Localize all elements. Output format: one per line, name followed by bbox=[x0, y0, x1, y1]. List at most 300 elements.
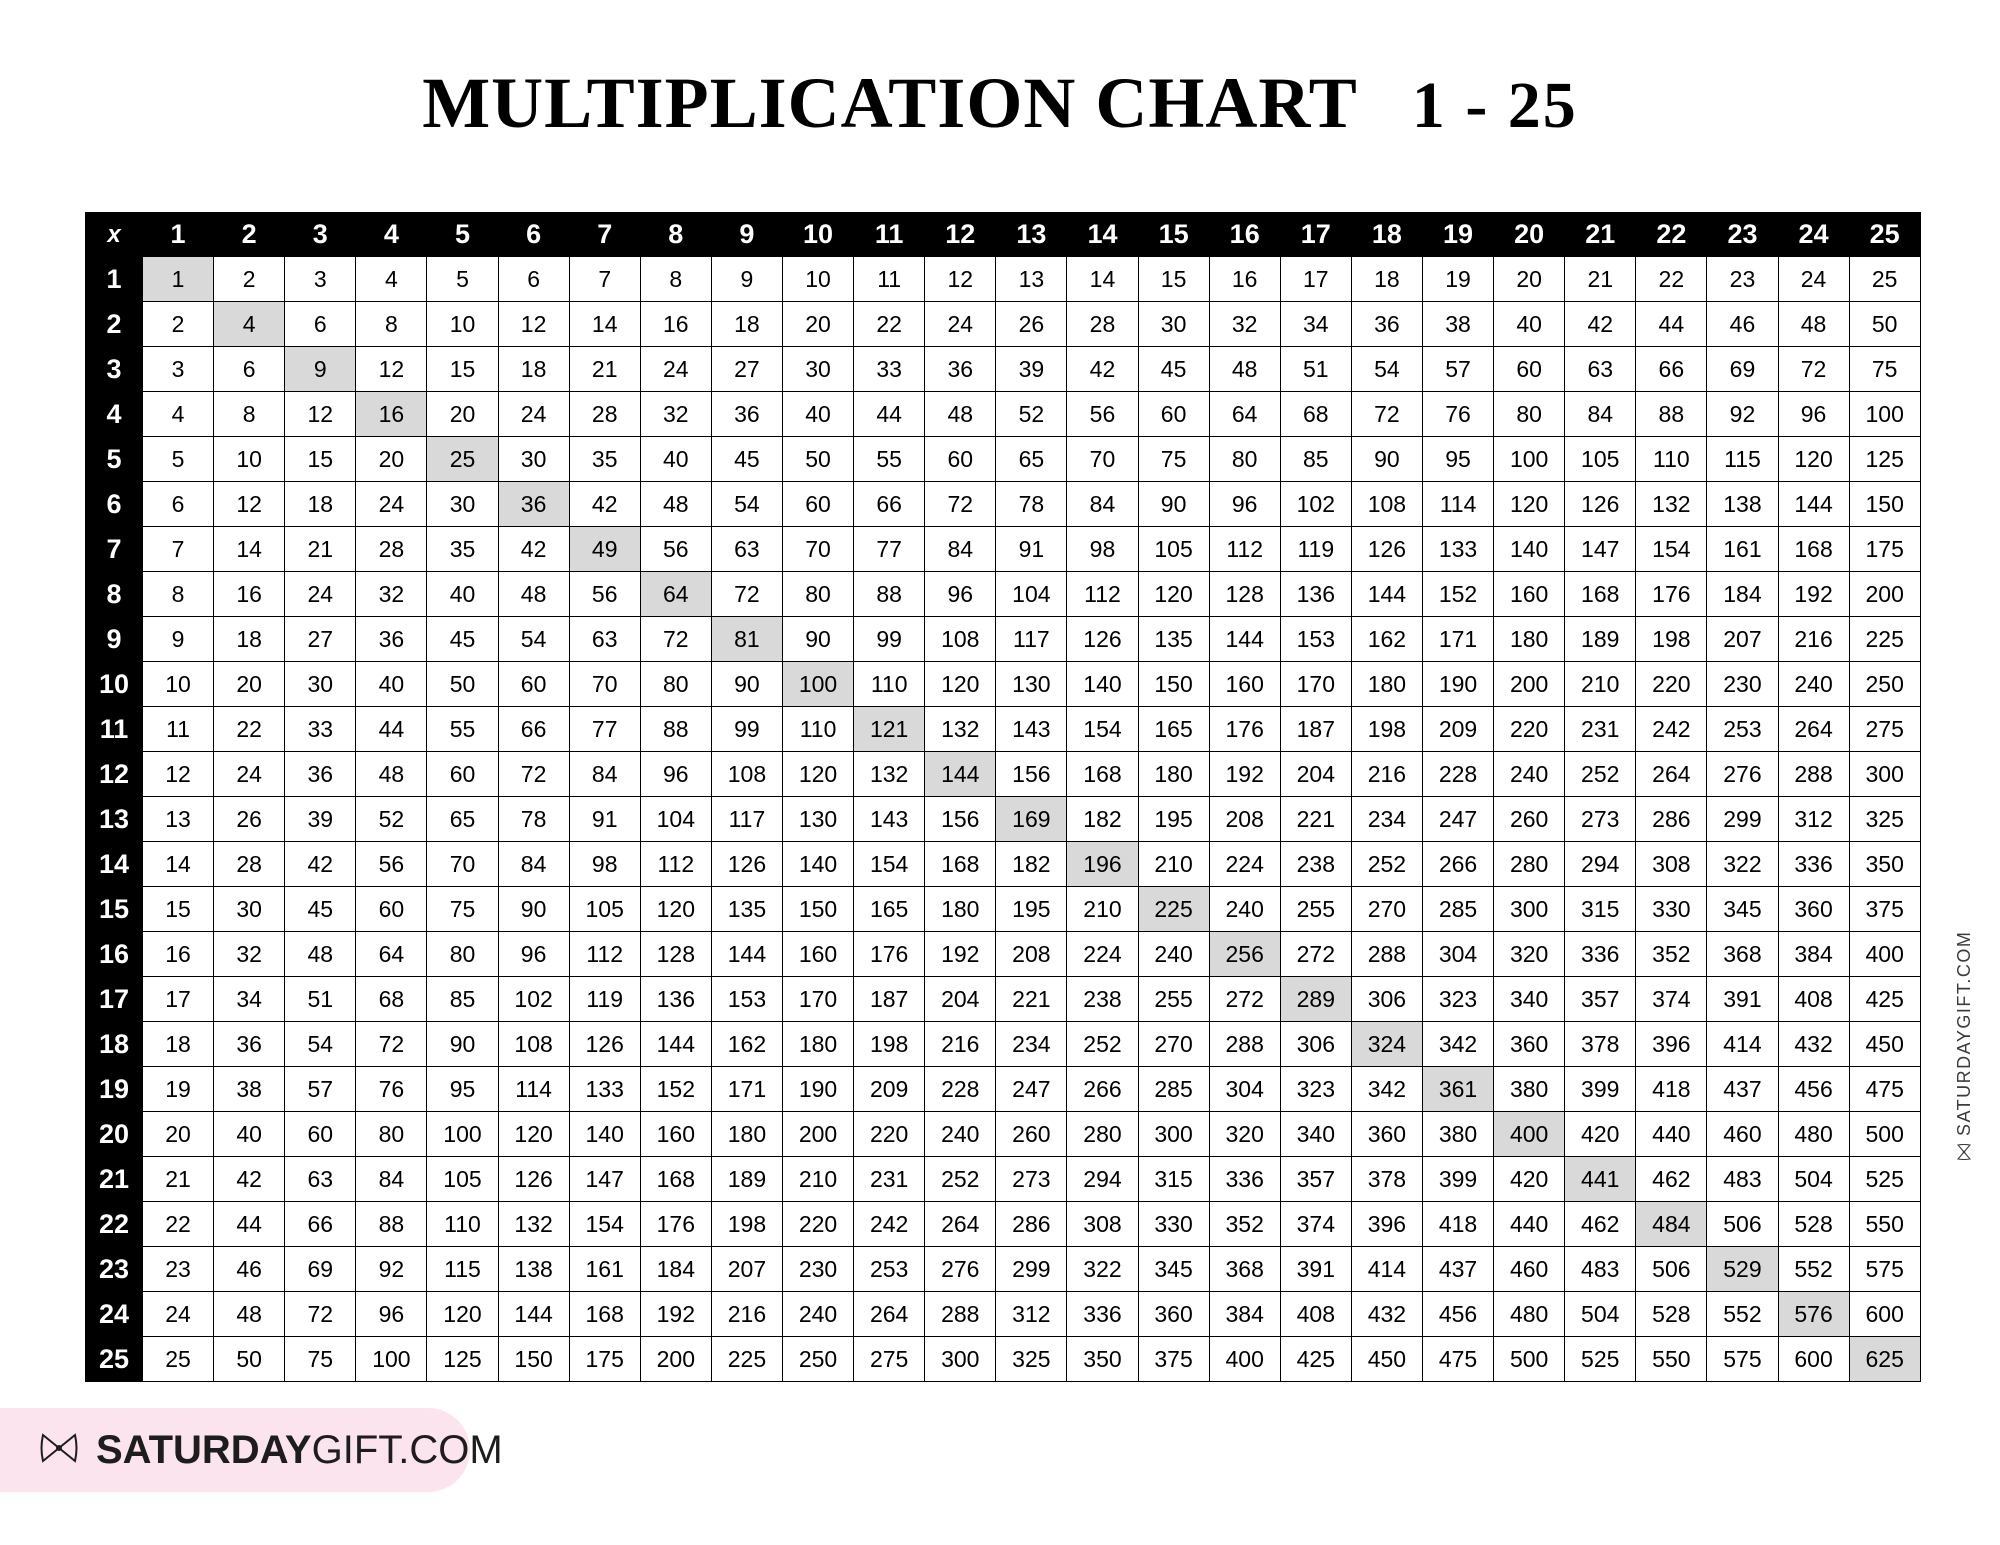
cell-17x14: 238 bbox=[1067, 977, 1138, 1022]
cell-25x18: 450 bbox=[1351, 1337, 1422, 1382]
cell-19x8: 152 bbox=[640, 1067, 711, 1112]
cell-9x22: 198 bbox=[1636, 617, 1707, 662]
cell-6x11: 66 bbox=[854, 482, 925, 527]
cell-14x14: 196 bbox=[1067, 842, 1138, 887]
cell-7x9: 63 bbox=[711, 527, 782, 572]
column-header-8: 8 bbox=[640, 213, 711, 257]
cell-7x14: 98 bbox=[1067, 527, 1138, 572]
cell-10x8: 80 bbox=[640, 662, 711, 707]
cell-15x8: 120 bbox=[640, 887, 711, 932]
cell-19x18: 342 bbox=[1351, 1067, 1422, 1112]
cell-6x25: 150 bbox=[1849, 482, 1920, 527]
cell-14x5: 70 bbox=[427, 842, 498, 887]
cell-6x7: 42 bbox=[569, 482, 640, 527]
cell-1x11: 11 bbox=[854, 257, 925, 302]
cell-13x20: 260 bbox=[1494, 797, 1565, 842]
cell-8x18: 144 bbox=[1351, 572, 1422, 617]
cell-9x5: 45 bbox=[427, 617, 498, 662]
cell-16x3: 48 bbox=[285, 932, 356, 977]
cell-14x17: 238 bbox=[1280, 842, 1351, 887]
cell-19x13: 247 bbox=[996, 1067, 1067, 1112]
cell-21x10: 210 bbox=[782, 1157, 853, 1202]
cell-17x13: 221 bbox=[996, 977, 1067, 1022]
cell-8x24: 192 bbox=[1778, 572, 1849, 617]
cell-5x23: 115 bbox=[1707, 437, 1778, 482]
cell-13x8: 104 bbox=[640, 797, 711, 842]
cell-16x25: 400 bbox=[1849, 932, 1920, 977]
cell-11x8: 88 bbox=[640, 707, 711, 752]
cell-24x22: 528 bbox=[1636, 1292, 1707, 1337]
cell-9x17: 153 bbox=[1280, 617, 1351, 662]
cell-16x5: 80 bbox=[427, 932, 498, 977]
cell-9x7: 63 bbox=[569, 617, 640, 662]
cell-10x1: 10 bbox=[143, 662, 214, 707]
cell-14x12: 168 bbox=[925, 842, 996, 887]
cell-15x7: 105 bbox=[569, 887, 640, 932]
cell-8x22: 176 bbox=[1636, 572, 1707, 617]
row-header-5: 5 bbox=[86, 437, 143, 482]
cell-5x19: 95 bbox=[1422, 437, 1493, 482]
cell-10x2: 20 bbox=[214, 662, 285, 707]
cell-1x10: 10 bbox=[782, 257, 853, 302]
table-row bbox=[86, 1202, 1921, 1247]
cell-7x15: 105 bbox=[1138, 527, 1209, 572]
cell-1x13: 13 bbox=[996, 257, 1067, 302]
cell-16x12: 192 bbox=[925, 932, 996, 977]
cell-25x3: 75 bbox=[285, 1337, 356, 1382]
cell-11x22: 242 bbox=[1636, 707, 1707, 752]
cell-14x3: 42 bbox=[285, 842, 356, 887]
cell-6x1: 6 bbox=[143, 482, 214, 527]
cell-23x13: 299 bbox=[996, 1247, 1067, 1292]
table-corner-label: x bbox=[86, 213, 143, 257]
cell-15x9: 135 bbox=[711, 887, 782, 932]
cell-4x12: 48 bbox=[925, 392, 996, 437]
cell-5x12: 60 bbox=[925, 437, 996, 482]
cell-7x17: 119 bbox=[1280, 527, 1351, 572]
column-header-9: 9 bbox=[711, 213, 782, 257]
row-header-15: 15 bbox=[86, 887, 143, 932]
cell-20x7: 140 bbox=[569, 1112, 640, 1157]
cell-18x10: 180 bbox=[782, 1022, 853, 1067]
cell-23x1: 23 bbox=[143, 1247, 214, 1292]
cell-21x22: 462 bbox=[1636, 1157, 1707, 1202]
cell-2x4: 8 bbox=[356, 302, 427, 347]
cell-6x22: 132 bbox=[1636, 482, 1707, 527]
cell-13x10: 130 bbox=[782, 797, 853, 842]
cell-10x6: 60 bbox=[498, 662, 569, 707]
cell-19x17: 323 bbox=[1280, 1067, 1351, 1112]
cell-7x19: 133 bbox=[1422, 527, 1493, 572]
cell-23x19: 437 bbox=[1422, 1247, 1493, 1292]
cell-20x20: 400 bbox=[1494, 1112, 1565, 1157]
cell-24x12: 288 bbox=[925, 1292, 996, 1337]
cell-19x21: 399 bbox=[1565, 1067, 1636, 1112]
cell-7x18: 126 bbox=[1351, 527, 1422, 572]
cell-22x7: 154 bbox=[569, 1202, 640, 1247]
cell-2x23: 46 bbox=[1707, 302, 1778, 347]
cell-2x5: 10 bbox=[427, 302, 498, 347]
cell-12x4: 48 bbox=[356, 752, 427, 797]
cell-18x14: 252 bbox=[1067, 1022, 1138, 1067]
cell-20x19: 380 bbox=[1422, 1112, 1493, 1157]
column-header-13: 13 bbox=[996, 213, 1067, 257]
cell-5x15: 75 bbox=[1138, 437, 1209, 482]
cell-24x15: 360 bbox=[1138, 1292, 1209, 1337]
cell-14x16: 224 bbox=[1209, 842, 1280, 887]
cell-3x12: 36 bbox=[925, 347, 996, 392]
cell-11x19: 209 bbox=[1422, 707, 1493, 752]
cell-4x8: 32 bbox=[640, 392, 711, 437]
cell-10x13: 130 bbox=[996, 662, 1067, 707]
cell-18x23: 414 bbox=[1707, 1022, 1778, 1067]
cell-19x22: 418 bbox=[1636, 1067, 1707, 1112]
cell-17x22: 374 bbox=[1636, 977, 1707, 1022]
cell-21x13: 273 bbox=[996, 1157, 1067, 1202]
cell-7x1: 7 bbox=[143, 527, 214, 572]
table-row bbox=[86, 752, 1921, 797]
cell-25x8: 200 bbox=[640, 1337, 711, 1382]
cell-10x10: 100 bbox=[782, 662, 853, 707]
cell-16x17: 272 bbox=[1280, 932, 1351, 977]
cell-9x6: 54 bbox=[498, 617, 569, 662]
cell-22x22: 484 bbox=[1636, 1202, 1707, 1247]
cell-3x5: 15 bbox=[427, 347, 498, 392]
cell-19x19: 361 bbox=[1422, 1067, 1493, 1112]
cell-1x25: 25 bbox=[1849, 257, 1920, 302]
cell-4x10: 40 bbox=[782, 392, 853, 437]
cell-20x24: 480 bbox=[1778, 1112, 1849, 1157]
cell-25x14: 350 bbox=[1067, 1337, 1138, 1382]
cell-7x7: 49 bbox=[569, 527, 640, 572]
cell-1x5: 5 bbox=[427, 257, 498, 302]
cell-5x8: 40 bbox=[640, 437, 711, 482]
cell-8x1: 8 bbox=[143, 572, 214, 617]
cell-6x24: 144 bbox=[1778, 482, 1849, 527]
cell-13x12: 156 bbox=[925, 797, 996, 842]
cell-19x11: 209 bbox=[854, 1067, 925, 1112]
cell-11x9: 99 bbox=[711, 707, 782, 752]
cell-17x10: 170 bbox=[782, 977, 853, 1022]
row-header-23: 23 bbox=[86, 1247, 143, 1292]
cell-2x14: 28 bbox=[1067, 302, 1138, 347]
cell-24x24: 576 bbox=[1778, 1292, 1849, 1337]
cell-5x22: 110 bbox=[1636, 437, 1707, 482]
logo-brand-light: GIFT.COM bbox=[311, 1427, 503, 1472]
cell-22x10: 220 bbox=[782, 1202, 853, 1247]
cell-16x4: 64 bbox=[356, 932, 427, 977]
cell-6x16: 96 bbox=[1209, 482, 1280, 527]
cell-22x17: 374 bbox=[1280, 1202, 1351, 1247]
cell-4x17: 68 bbox=[1280, 392, 1351, 437]
cell-8x10: 80 bbox=[782, 572, 853, 617]
cell-10x21: 210 bbox=[1565, 662, 1636, 707]
cell-4x21: 84 bbox=[1565, 392, 1636, 437]
cell-22x5: 110 bbox=[427, 1202, 498, 1247]
cell-24x21: 504 bbox=[1565, 1292, 1636, 1337]
cell-16x2: 32 bbox=[214, 932, 285, 977]
cell-9x3: 27 bbox=[285, 617, 356, 662]
cell-17x25: 425 bbox=[1849, 977, 1920, 1022]
cell-8x5: 40 bbox=[427, 572, 498, 617]
cell-14x4: 56 bbox=[356, 842, 427, 887]
table-header-row bbox=[86, 213, 1921, 257]
cell-20x12: 240 bbox=[925, 1112, 996, 1157]
cell-20x14: 280 bbox=[1067, 1112, 1138, 1157]
cell-16x10: 160 bbox=[782, 932, 853, 977]
cell-18x1: 18 bbox=[143, 1022, 214, 1067]
cell-8x20: 160 bbox=[1494, 572, 1565, 617]
row-header-6: 6 bbox=[86, 482, 143, 527]
row-header-11: 11 bbox=[86, 707, 143, 752]
cell-18x19: 342 bbox=[1422, 1022, 1493, 1067]
cell-4x1: 4 bbox=[143, 392, 214, 437]
cell-9x2: 18 bbox=[214, 617, 285, 662]
cell-1x4: 4 bbox=[356, 257, 427, 302]
cell-3x4: 12 bbox=[356, 347, 427, 392]
table-row bbox=[86, 1022, 1921, 1067]
cell-16x15: 240 bbox=[1138, 932, 1209, 977]
cell-8x14: 112 bbox=[1067, 572, 1138, 617]
cell-21x25: 525 bbox=[1849, 1157, 1920, 1202]
cell-24x18: 432 bbox=[1351, 1292, 1422, 1337]
cell-10x22: 220 bbox=[1636, 662, 1707, 707]
cell-20x5: 100 bbox=[427, 1112, 498, 1157]
title-range-text: 1 - 25 bbox=[1411, 69, 1578, 142]
row-header-21: 21 bbox=[86, 1157, 143, 1202]
cell-5x16: 80 bbox=[1209, 437, 1280, 482]
footer-logo[interactable] bbox=[0, 1408, 503, 1492]
cell-2x6: 12 bbox=[498, 302, 569, 347]
cell-15x17: 255 bbox=[1280, 887, 1351, 932]
table-row bbox=[86, 482, 1921, 527]
cell-23x5: 115 bbox=[427, 1247, 498, 1292]
cell-3x1: 3 bbox=[143, 347, 214, 392]
cell-12x14: 168 bbox=[1067, 752, 1138, 797]
cell-2x10: 20 bbox=[782, 302, 853, 347]
cell-18x16: 288 bbox=[1209, 1022, 1280, 1067]
cell-17x11: 187 bbox=[854, 977, 925, 1022]
cell-18x11: 198 bbox=[854, 1022, 925, 1067]
cell-5x24: 120 bbox=[1778, 437, 1849, 482]
cell-13x15: 195 bbox=[1138, 797, 1209, 842]
cell-5x25: 125 bbox=[1849, 437, 1920, 482]
cell-3x24: 72 bbox=[1778, 347, 1849, 392]
cell-13x22: 286 bbox=[1636, 797, 1707, 842]
cell-15x3: 45 bbox=[285, 887, 356, 932]
cell-25x9: 225 bbox=[711, 1337, 782, 1382]
cell-17x12: 204 bbox=[925, 977, 996, 1022]
cell-16x20: 320 bbox=[1494, 932, 1565, 977]
cell-12x23: 276 bbox=[1707, 752, 1778, 797]
cell-17x21: 357 bbox=[1565, 977, 1636, 1022]
cell-17x15: 255 bbox=[1138, 977, 1209, 1022]
cell-23x10: 230 bbox=[782, 1247, 853, 1292]
cell-24x3: 72 bbox=[285, 1292, 356, 1337]
cell-19x3: 57 bbox=[285, 1067, 356, 1112]
cell-2x8: 16 bbox=[640, 302, 711, 347]
cell-8x15: 120 bbox=[1138, 572, 1209, 617]
cell-1x6: 6 bbox=[498, 257, 569, 302]
cell-22x3: 66 bbox=[285, 1202, 356, 1247]
cell-2x19: 38 bbox=[1422, 302, 1493, 347]
cell-3x18: 54 bbox=[1351, 347, 1422, 392]
table-row bbox=[86, 932, 1921, 977]
table-row bbox=[86, 887, 1921, 932]
cell-1x2: 2 bbox=[214, 257, 285, 302]
cell-14x13: 182 bbox=[996, 842, 1067, 887]
multiplication-table-container bbox=[85, 212, 1920, 1382]
cell-23x14: 322 bbox=[1067, 1247, 1138, 1292]
cell-25x11: 275 bbox=[854, 1337, 925, 1382]
cell-23x4: 92 bbox=[356, 1247, 427, 1292]
cell-20x16: 320 bbox=[1209, 1112, 1280, 1157]
cell-25x10: 250 bbox=[782, 1337, 853, 1382]
cell-21x11: 231 bbox=[854, 1157, 925, 1202]
cell-16x13: 208 bbox=[996, 932, 1067, 977]
cell-8x8: 64 bbox=[640, 572, 711, 617]
cell-5x4: 20 bbox=[356, 437, 427, 482]
table-row bbox=[86, 1067, 1921, 1112]
cell-14x25: 350 bbox=[1849, 842, 1920, 887]
cell-19x5: 95 bbox=[427, 1067, 498, 1112]
cell-13x16: 208 bbox=[1209, 797, 1280, 842]
bow-icon-svg bbox=[1957, 1144, 1971, 1160]
cell-9x12: 108 bbox=[925, 617, 996, 662]
cell-19x14: 266 bbox=[1067, 1067, 1138, 1112]
cell-21x24: 504 bbox=[1778, 1157, 1849, 1202]
row-header-18: 18 bbox=[86, 1022, 143, 1067]
bow-icon-svg-2 bbox=[40, 1432, 78, 1464]
cell-12x12: 144 bbox=[925, 752, 996, 797]
cell-7x23: 161 bbox=[1707, 527, 1778, 572]
cell-18x8: 144 bbox=[640, 1022, 711, 1067]
cell-11x23: 253 bbox=[1707, 707, 1778, 752]
cell-4x2: 8 bbox=[214, 392, 285, 437]
cell-2x25: 50 bbox=[1849, 302, 1920, 347]
cell-14x1: 14 bbox=[143, 842, 214, 887]
cell-11x18: 198 bbox=[1351, 707, 1422, 752]
cell-5x3: 15 bbox=[285, 437, 356, 482]
row-header-24: 24 bbox=[86, 1292, 143, 1337]
cell-10x9: 90 bbox=[711, 662, 782, 707]
cell-4x15: 60 bbox=[1138, 392, 1209, 437]
cell-19x16: 304 bbox=[1209, 1067, 1280, 1112]
cell-14x19: 266 bbox=[1422, 842, 1493, 887]
cell-24x16: 384 bbox=[1209, 1292, 1280, 1337]
cell-3x10: 30 bbox=[782, 347, 853, 392]
cell-3x8: 24 bbox=[640, 347, 711, 392]
cell-2x1: 2 bbox=[143, 302, 214, 347]
cell-2x11: 22 bbox=[854, 302, 925, 347]
cell-7x4: 28 bbox=[356, 527, 427, 572]
cell-11x14: 154 bbox=[1067, 707, 1138, 752]
table-row bbox=[86, 302, 1921, 347]
cell-23x16: 368 bbox=[1209, 1247, 1280, 1292]
cell-1x18: 18 bbox=[1351, 257, 1422, 302]
table-row bbox=[86, 1292, 1921, 1337]
cell-1x24: 24 bbox=[1778, 257, 1849, 302]
cell-17x1: 17 bbox=[143, 977, 214, 1022]
cell-2x21: 42 bbox=[1565, 302, 1636, 347]
cell-8x13: 104 bbox=[996, 572, 1067, 617]
cell-8x12: 96 bbox=[925, 572, 996, 617]
cell-11x12: 132 bbox=[925, 707, 996, 752]
column-header-24: 24 bbox=[1778, 213, 1849, 257]
cell-25x6: 150 bbox=[498, 1337, 569, 1382]
cell-18x18: 324 bbox=[1351, 1022, 1422, 1067]
cell-25x4: 100 bbox=[356, 1337, 427, 1382]
cell-21x21: 441 bbox=[1565, 1157, 1636, 1202]
row-header-22: 22 bbox=[86, 1202, 143, 1247]
cell-13x5: 65 bbox=[427, 797, 498, 842]
cell-9x25: 225 bbox=[1849, 617, 1920, 662]
cell-21x15: 315 bbox=[1138, 1157, 1209, 1202]
cell-23x23: 529 bbox=[1707, 1247, 1778, 1292]
cell-9x14: 126 bbox=[1067, 617, 1138, 662]
column-header-4: 4 bbox=[356, 213, 427, 257]
cell-6x9: 54 bbox=[711, 482, 782, 527]
cell-19x20: 380 bbox=[1494, 1067, 1565, 1112]
cell-4x20: 80 bbox=[1494, 392, 1565, 437]
cell-25x2: 50 bbox=[214, 1337, 285, 1382]
cell-25x13: 325 bbox=[996, 1337, 1067, 1382]
cell-20x22: 440 bbox=[1636, 1112, 1707, 1157]
cell-1x20: 20 bbox=[1494, 257, 1565, 302]
cell-12x13: 156 bbox=[996, 752, 1067, 797]
cell-23x6: 138 bbox=[498, 1247, 569, 1292]
cell-6x3: 18 bbox=[285, 482, 356, 527]
cell-1x14: 14 bbox=[1067, 257, 1138, 302]
column-header-16: 16 bbox=[1209, 213, 1280, 257]
column-header-12: 12 bbox=[925, 213, 996, 257]
cell-3x9: 27 bbox=[711, 347, 782, 392]
cell-5x11: 55 bbox=[854, 437, 925, 482]
cell-11x17: 187 bbox=[1280, 707, 1351, 752]
cell-2x13: 26 bbox=[996, 302, 1067, 347]
cell-9x13: 117 bbox=[996, 617, 1067, 662]
cell-13x1: 13 bbox=[143, 797, 214, 842]
cell-16x18: 288 bbox=[1351, 932, 1422, 977]
row-header-17: 17 bbox=[86, 977, 143, 1022]
cell-10x7: 70 bbox=[569, 662, 640, 707]
cell-16x16: 256 bbox=[1209, 932, 1280, 977]
cell-11x3: 33 bbox=[285, 707, 356, 752]
cell-14x22: 308 bbox=[1636, 842, 1707, 887]
cell-22x6: 132 bbox=[498, 1202, 569, 1247]
column-header-23: 23 bbox=[1707, 213, 1778, 257]
cell-3x7: 21 bbox=[569, 347, 640, 392]
cell-22x13: 286 bbox=[996, 1202, 1067, 1247]
logo-brand-bold: SATURDAY bbox=[96, 1427, 312, 1472]
table-row bbox=[86, 257, 1921, 302]
cell-4x3: 12 bbox=[285, 392, 356, 437]
cell-12x19: 228 bbox=[1422, 752, 1493, 797]
cell-24x8: 192 bbox=[640, 1292, 711, 1337]
cell-25x1: 25 bbox=[143, 1337, 214, 1382]
cell-12x9: 108 bbox=[711, 752, 782, 797]
cell-5x1: 5 bbox=[143, 437, 214, 482]
cell-17x20: 340 bbox=[1494, 977, 1565, 1022]
cell-5x17: 85 bbox=[1280, 437, 1351, 482]
cell-11x6: 66 bbox=[498, 707, 569, 752]
cell-14x24: 336 bbox=[1778, 842, 1849, 887]
cell-10x11: 110 bbox=[854, 662, 925, 707]
cell-24x1: 24 bbox=[143, 1292, 214, 1337]
cell-8x3: 24 bbox=[285, 572, 356, 617]
cell-22x24: 528 bbox=[1778, 1202, 1849, 1247]
row-header-14: 14 bbox=[86, 842, 143, 887]
